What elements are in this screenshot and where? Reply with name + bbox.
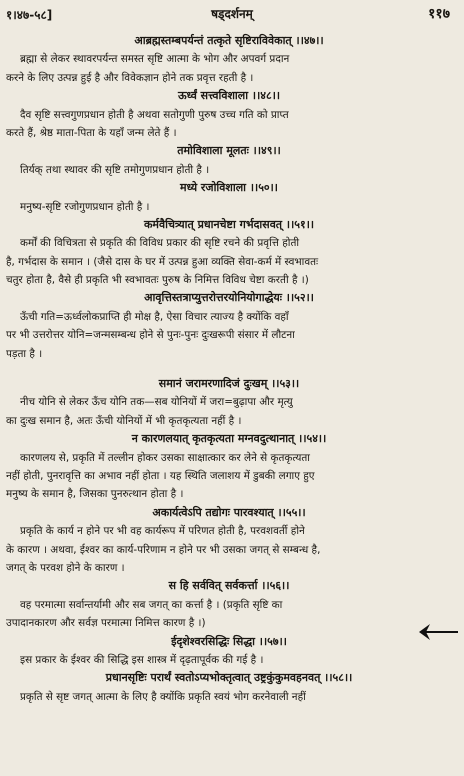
commentary-line: करते हैं, श्रेष्ठ माता-पिता के यहाँ जन्म लेते हैं । (6, 126, 177, 139)
sutra-heading: ईदृशेश्वरसिद्धिः सिद्धा ।।५७।। (171, 634, 287, 648)
commentary-line: मनुष्य के समान है, जिसका पुनरुत्थान होता है । (6, 488, 184, 501)
sutra-heading: प्रधानसृष्टिः परार्थं स्वतोऽप्यभोक्तृत्वात् उष्ट्रकुंकुमवहनवत् ।।५८।। (105, 671, 353, 685)
book-title: षड्दर्शनम् (211, 7, 253, 21)
page-number: ११७ (428, 6, 450, 22)
commentary-line: है, गर्भदास के समान । (जैसे दास के घर में उत्पन्न हुआ व्यक्ति सेवा-कर्म में स्वभावतः (6, 255, 319, 268)
commentary-line: नहीं होती, पुनरावृत्ति का अभाव नहीं होता । यह स्थिति जलाशय में डुबकी लगाए हुए (6, 469, 315, 482)
commentary-line: कर्मों की विचित्रता से प्रकृति की विविध प्रकार की सृष्टि रचने की प्रवृत्ति होती (20, 237, 300, 250)
sutra-heading: मध्ये रजोविशाला ।।५०।। (180, 181, 278, 195)
commentary-line: पर भी उत्तरोत्तर योनि=जन्मसम्बन्ध होने से पुनः-पुनः दुःखरूपी संसार में लौटना (6, 329, 295, 342)
sutra-heading: कर्मवैचित्र्यात् प्रधानचेष्टा गर्भदासवत् ।।५१।। (143, 217, 315, 231)
sutra-heading: अकार्यत्वेऽपि तद्योगः पारवश्यात् ।।५५।। (152, 505, 306, 519)
sutra-heading: आवृत्तिस्तत्राप्युत्तरोत्तरयोनियोगाद्धेयः ।।५२।। (144, 291, 314, 305)
commentary-line: पड़ता है । (6, 347, 43, 360)
sutra-heading: ऊर्ध्वं सत्त्वविशाला ।।४८।। (177, 89, 281, 103)
paragraph-gap (6, 363, 452, 375)
page-body (6, 32, 452, 706)
sutra-heading: आब्रह्मस्तम्बपर्यन्तं तत्कृते सृष्टिराविवेकात् ।।४७।। (134, 34, 324, 47)
commentary-line: दैव सृष्टि सत्त्वगुणप्रधान होती है अथवा सतोगुणी पुरुष उच्च गति को प्राप्त (20, 108, 289, 121)
sutra-heading: तमोविशाला मूलतः ।।४९।। (177, 144, 281, 158)
page-header (6, 4, 458, 26)
commentary-line: इस प्रकार के ईश्वर की सिद्धि इस शास्त्र में दृढ़तापूर्वक की गई है । (20, 653, 264, 666)
commentary-line: प्रकृति के कार्य न होने पर भी वह कार्यरूप में परिणत होती है, परवशवर्ती होने (20, 525, 305, 538)
commentary-line: मनुष्य-सृष्टि रजोगुणप्रधान होती है । (20, 200, 150, 213)
commentary-line: उपादानकारण और सर्वज्ञ परमात्मा निमित्त कारण है ।) (6, 617, 206, 630)
sutra-heading: समानं जरामरणादिजं दुःखम् ।।५३।। (158, 377, 300, 391)
commentary-line: ब्रह्मा से लेकर स्थावरपर्यन्त समस्त सृष्टि आत्मा के भोग और अपवर्ग प्रदान (20, 53, 290, 66)
sutra-heading: स हि सर्ववित् सर्वकर्त्ता ।।५६।। (168, 579, 290, 593)
commentary-line: नीच योनि से लेकर ऊँच योनि तक—सब योनियों में जरा=बुढ़ापा और मृत्यु (20, 396, 293, 409)
left-arrow-mark-icon (416, 622, 460, 642)
commentary-line: ऊँची गति=ऊर्ध्वलोकप्राप्ति ही मोक्ष है, ऐसा विचार त्याज्य है क्योंकि वहाँ (20, 310, 289, 323)
chapter-sutra-range: १।४७-५८] (6, 8, 53, 22)
commentary-line: चतुर होता है, वैसे ही प्रकृति भी स्वभावतः पुरुष के निमित्त विविध चेष्टा करती है ।) (6, 274, 309, 287)
commentary-line: तिर्यक् तथा स्थावर की सृष्टि तमोगुणप्रधान होती है । (20, 163, 210, 176)
commentary-line: प्रकृति से सृष्ट जगत् आत्मा के लिए है क्योंकि प्रकृति स्वयं भोग करनेवाली नहीं (20, 690, 306, 703)
sutra-heading: न कारणलयात् कृतकृत्यता मग्नवदुत्थानात् ।।५४।। (131, 432, 327, 446)
commentary-line: करने के लिए उत्पन्न हुई है और विवेकज्ञान होने तक प्रवृत्त रहती है । (6, 71, 254, 84)
commentary-line: के कारण । अथवा, ईश्वर का कार्य-परिणाम न होने पर भी उसका जगत् से सम्बन्ध है, (6, 543, 321, 556)
commentary-line: जगत् के परवश होने के कारण । (6, 561, 125, 574)
commentary-line: का दुःख समान है, अतः ऊँची योनियों में भी कृतकृत्यता नहीं है । (6, 414, 242, 427)
commentary-line: कारणलय से, प्रकृति में तल्लीन होकर उसका साक्षात्कार कर लेने से कृतकृत्यता (20, 451, 311, 464)
commentary-line: वह परमात्मा सर्वान्तर्यामी और सब जगत् का कर्त्ता है । (प्रकृति सृष्टि का (20, 598, 283, 611)
